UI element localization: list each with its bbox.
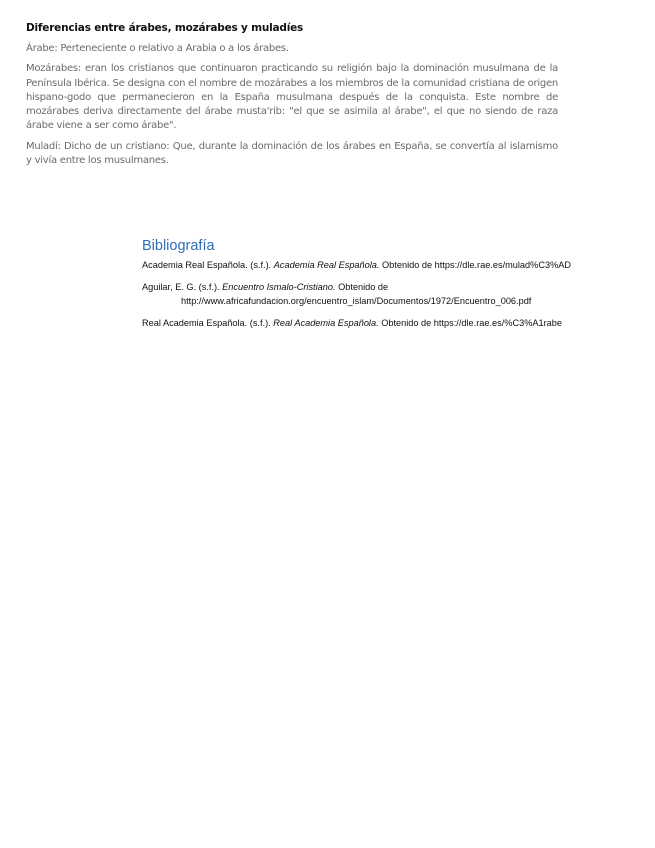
reference-item — [142, 258, 647, 272]
reference-prefix: Real Academia Española. (s.f.). — [142, 318, 274, 328]
reference-source: Encuentro Ismalo-Cristiano. — [222, 282, 336, 292]
bibliography-section — [142, 238, 647, 338]
essay-title: Diferencias entre árabes, mozárabes y muladíes — [26, 22, 304, 34]
reference-url-continuation: http://www.africafundacion.org/encuentro_islam/Documentos/1972/Encuentro_006.pdf — [181, 296, 532, 306]
definition-muladi: Muladí: Dicho de un cristiano: Que, durante la dominación de los árabes en España, se convertía al islamismo y vivía entre los musulmanes. — [26, 140, 558, 167]
reference-prefix: Academia Real Española. (s.f.). — [142, 260, 274, 270]
definition-arabe: Árabe: Perteneciente o relativo a Arabia o a los árabes. — [26, 43, 289, 54]
definition-mozarabes: Mozárabes: eran los cristianos que continuaron practicando su religión bajo la dominación musulmana de la Península Ibérica. Se designa con el nombre de mozárabes a los miembros de la comunidad cristiana de origen hispano-godo que permanecieron en la España musulmana después de la conquista. Este nombre de mozárabes deriva directamente del árabe musta'rib: "el que se asimila al árabe", el que no siendo de raza árabe viene a ser como árabe". — [26, 63, 558, 132]
reference-suffix: Obtenido de — [335, 282, 389, 292]
reference-item — [142, 316, 647, 330]
essay-section — [26, 22, 558, 174]
reference-prefix: Aguilar, E. G. (s.f.). — [142, 282, 223, 292]
reference-source: Real Academia Española. — [273, 318, 379, 328]
bibliography-heading: Bibliografía — [142, 238, 215, 254]
reference-source: Academia Real Española. — [273, 260, 380, 270]
reference-item — [142, 280, 647, 308]
reference-suffix: Obtenido de https://dle.rae.es/mulad%C3%AD — [379, 260, 571, 270]
reference-suffix: Obtenido de https://dle.rae.es/%C3%A1rabe — [378, 318, 562, 328]
